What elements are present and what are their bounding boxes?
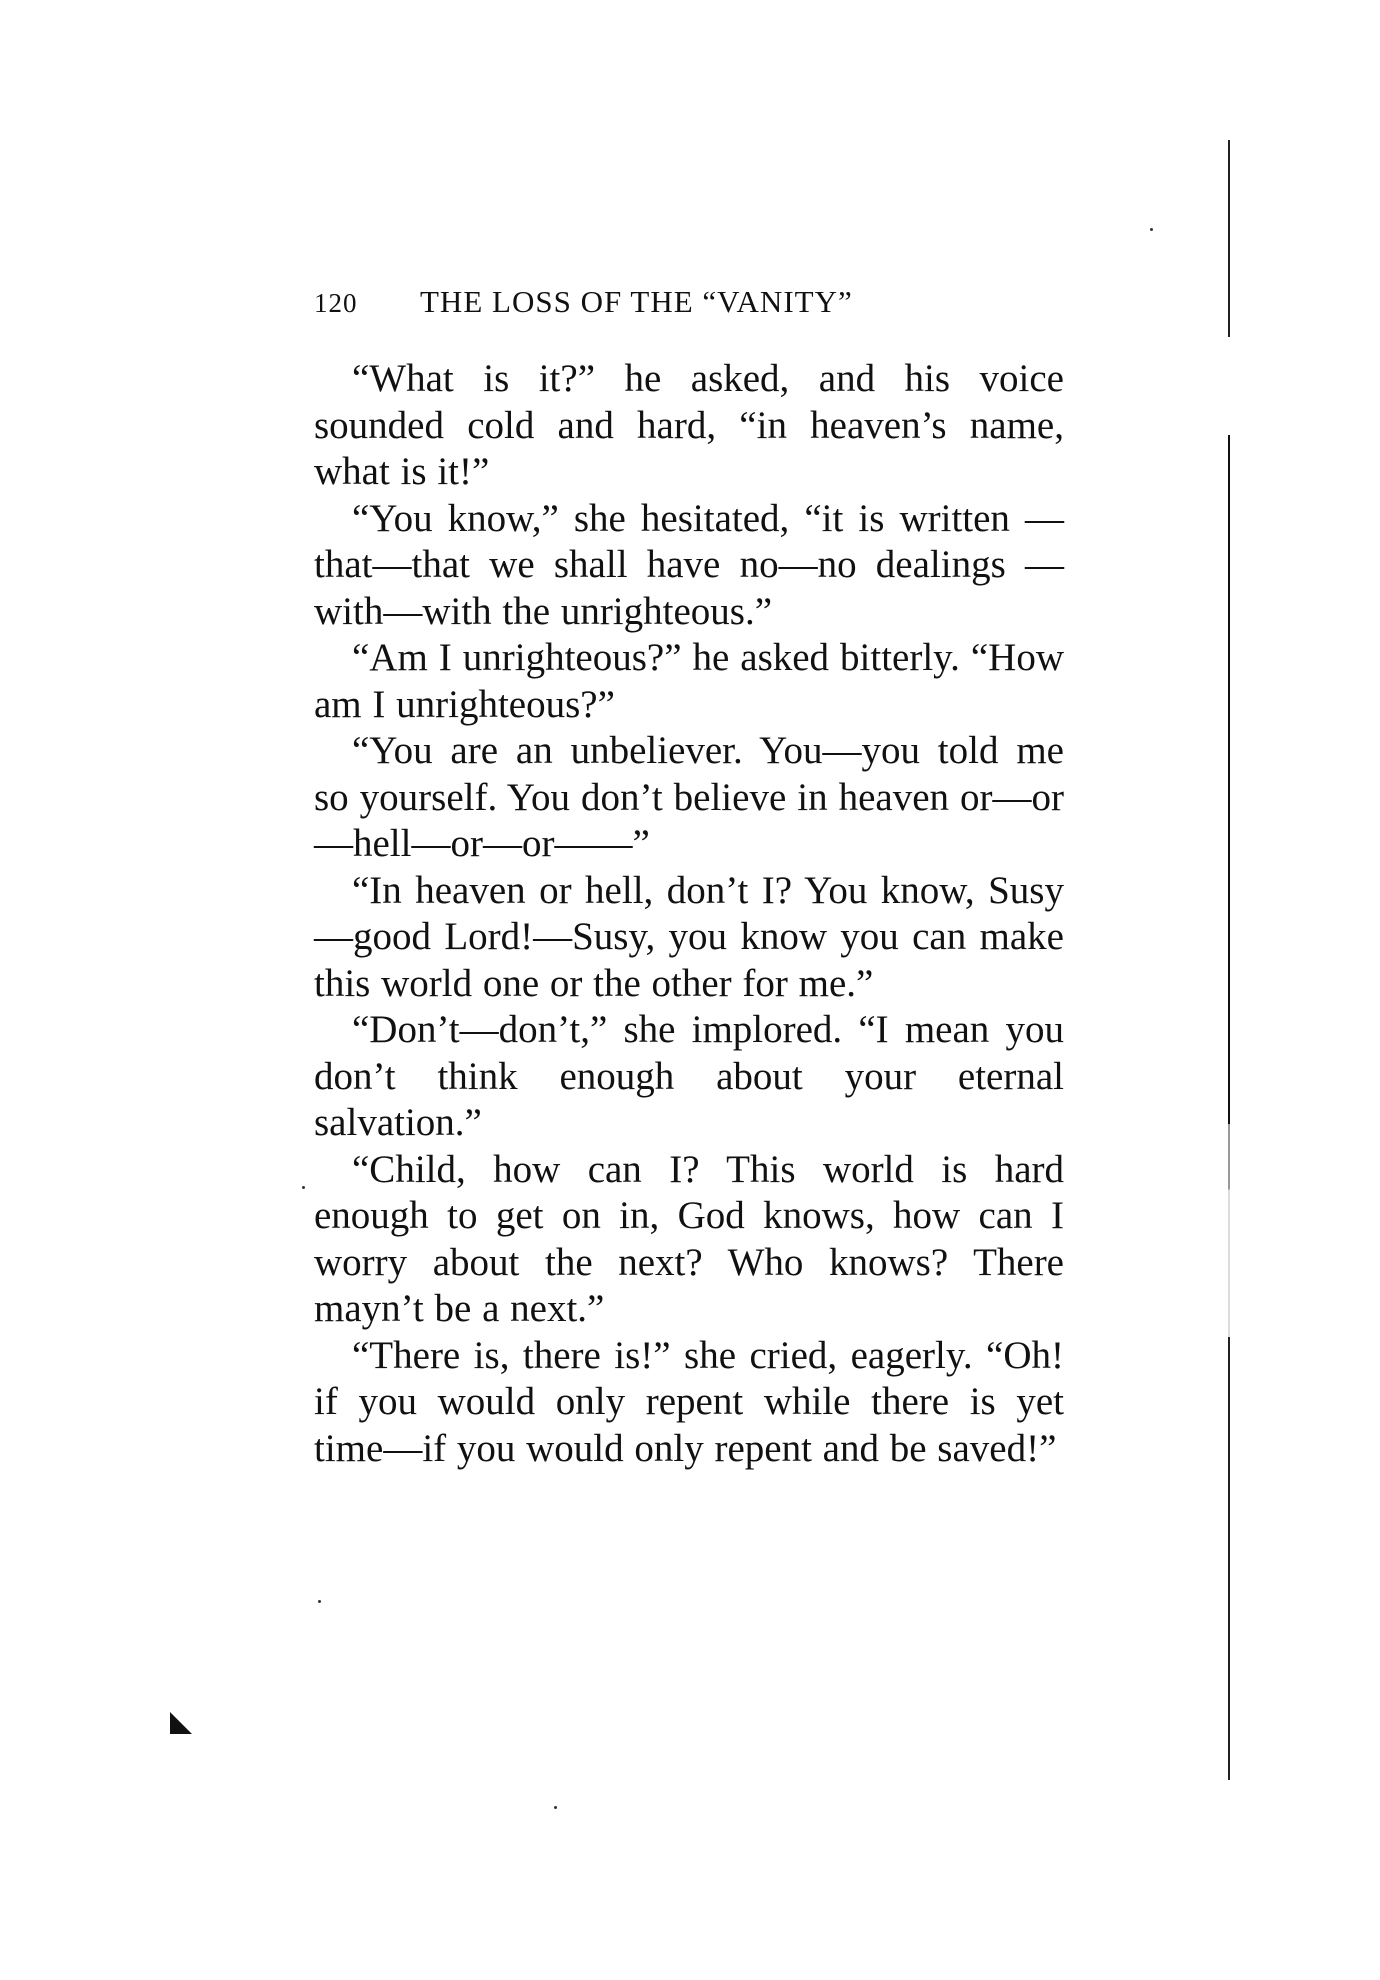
paragraph: “In heaven or hell, don’t I? You know, Susy—good Lord!—Susy, you know you can make this world one or the other for me.”	[314, 868, 1064, 1005]
running-head	[314, 284, 1074, 320]
scan-speck	[1150, 228, 1153, 231]
scan-corner-mark	[170, 1712, 192, 1734]
page-number: 120	[314, 288, 358, 318]
scan-gutter-shadow	[1228, 140, 1230, 1780]
paragraph: “Am I unrighteous?” he asked bitterly. “How am I unrighteous?”	[314, 636, 1064, 726]
paragraph: “Don’t—don’t,” she implored. “I mean you don’t think enough about your eternal salvation.”	[314, 1008, 1064, 1144]
paragraph: “You are an unbeliever. You—you told me so yourself. You don’t believe in heaven or—or—hell—or—or——”	[314, 729, 1064, 865]
scan-speck	[554, 1806, 557, 1809]
body-text	[314, 356, 1064, 1472]
running-title: THE LOSS OF THE “VANITY”	[420, 284, 853, 319]
paragraph: “Child, how can I? This world is hard enough to get on in, God knows, how can I worry about the next? Who knows? There mayn’t be a next.”	[314, 1147, 1064, 1330]
paragraph: “What is it?” he asked, and his voice sounded cold and hard, “in heaven’s name, what is it!”	[314, 357, 1064, 493]
paragraph: “You know,” she hesitated, “it is written —that—that we shall have no—no dealings —with—with the unrighteous.”	[314, 496, 1064, 633]
paragraph: “There is, there is!” she cried, eagerly. “Oh! if you would only repent while there is yet time—if you would only repent and be saved!”	[314, 1333, 1064, 1470]
scan-speck	[302, 1186, 305, 1189]
scan-speck	[318, 1600, 321, 1603]
